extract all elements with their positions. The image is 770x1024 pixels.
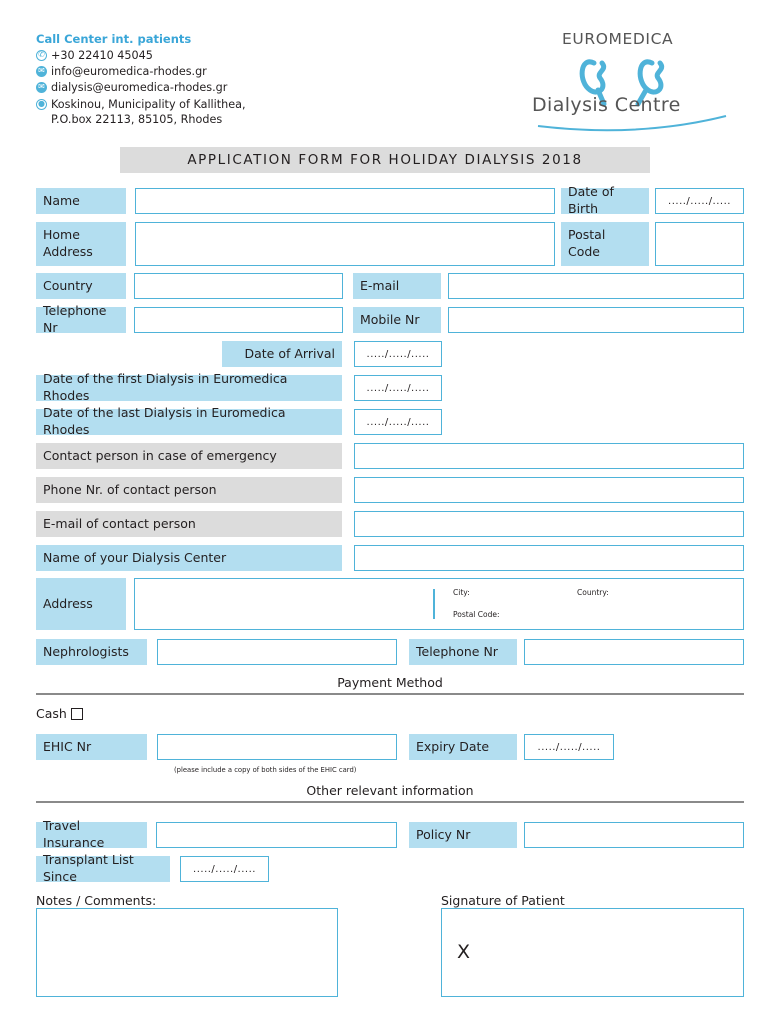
cash-checkbox[interactable] <box>71 708 83 720</box>
label-signature: Signature of Patient <box>441 893 565 908</box>
signature-mark: X <box>457 941 471 963</box>
label-first-dialysis: Date of the first Dialysis in Euromedica Rhodes <box>36 375 342 401</box>
label-name: Name <box>36 188 126 214</box>
label-contact-phone: Phone Nr. of contact person <box>36 477 342 503</box>
location-pin-icon: ● <box>36 99 47 110</box>
logo-subtitle: Dialysis Centre <box>532 94 681 116</box>
logo-title: EUROMEDICA <box>562 30 674 48</box>
label-travel-insurance: Travel Insurance <box>36 822 147 848</box>
ehic-field[interactable] <box>157 734 397 760</box>
email-field[interactable] <box>448 273 744 299</box>
label-country: Country <box>36 273 126 299</box>
address-line2: P.O.box 22113, 85105, Rhodes <box>51 113 223 126</box>
label-policy: Policy Nr <box>409 822 517 848</box>
last-dialysis-date-field[interactable]: ...../...../..... <box>354 409 442 435</box>
address-line1: Koskinou, Municipality of Kallithea, <box>51 97 246 111</box>
logo <box>528 30 734 134</box>
form-title: APPLICATION FORM FOR HOLIDAY DIALYSIS 2018 <box>120 147 650 173</box>
dialysis-center-field[interactable] <box>354 545 744 571</box>
label-mobile: Mobile Nr <box>353 307 441 333</box>
section-other-info: Other relevant information <box>306 783 474 798</box>
ehic-note: (please include a copy of both sides of the EHIC card) <box>174 766 357 774</box>
label-dob: Date of Birth <box>561 188 649 214</box>
label-contact-email: E-mail of contact person <box>36 511 342 537</box>
label-telephone: Telephone Nr <box>36 307 126 333</box>
label-address: Address <box>36 578 126 630</box>
name-field[interactable] <box>135 188 555 214</box>
label-home-address-2: Address <box>43 244 93 259</box>
policy-field[interactable] <box>524 822 744 848</box>
email-icon: ✉ <box>36 66 47 77</box>
email-info-row <box>36 63 336 79</box>
section-divider <box>36 693 744 695</box>
label-last-dialysis: Date of the last Dialysis in Euromedica Rhodes <box>36 409 342 435</box>
signature-field[interactable] <box>441 908 744 997</box>
email-dialysis-row <box>36 79 336 95</box>
label-center-postal: Postal Code: <box>453 610 500 619</box>
label-postal-code-2: Code <box>568 244 601 259</box>
contact-phone-field[interactable] <box>354 477 744 503</box>
label-postal-code-1: Postal <box>568 227 606 243</box>
label-ehic: EHIC Nr <box>36 734 147 760</box>
postal-code-field[interactable] <box>655 222 744 266</box>
label-arrival: Date of Arrival <box>222 341 342 367</box>
home-address-field[interactable] <box>135 222 555 266</box>
expiry-date-field[interactable]: ...../...../..... <box>524 734 614 760</box>
contact-email-field[interactable] <box>354 511 744 537</box>
email-dialysis-link[interactable]: dialysis@euromedica-rhodes.gr <box>51 80 228 94</box>
telephone-field[interactable] <box>134 307 343 333</box>
label-cash: Cash <box>36 706 67 721</box>
emergency-contact-field[interactable] <box>354 443 744 469</box>
mobile-field[interactable] <box>448 307 744 333</box>
label-dialysis-center: Name of your Dialysis Center <box>36 545 342 571</box>
country-field[interactable] <box>134 273 343 299</box>
nephrologists-field[interactable] <box>157 639 397 665</box>
arrival-date-field[interactable]: ...../...../..... <box>354 341 442 367</box>
label-postal-code <box>561 222 649 266</box>
address-row <box>36 96 336 112</box>
email-info-link[interactable]: info@euromedica-rhodes.gr <box>51 64 207 78</box>
cash-option[interactable] <box>36 706 83 721</box>
label-transplant: Transplant List Since <box>36 856 170 882</box>
label-home-address <box>36 222 126 266</box>
phone-icon: ✆ <box>36 50 47 61</box>
phone-number[interactable]: +30 22410 45045 <box>51 48 153 62</box>
contact-block <box>36 31 336 128</box>
label-city: City: <box>453 588 470 597</box>
email-icon: ✉ <box>36 82 47 93</box>
transplant-date-field[interactable]: ...../...../..... <box>180 856 269 882</box>
travel-insurance-field[interactable] <box>156 822 397 848</box>
first-dialysis-date-field[interactable]: ...../...../..... <box>354 375 442 401</box>
label-email: E-mail <box>353 273 441 299</box>
section-payment-method: Payment Method <box>337 675 443 690</box>
phone-row <box>36 47 336 63</box>
label-emergency-contact: Contact person in case of emergency <box>36 443 342 469</box>
label-notes: Notes / Comments: <box>36 893 157 908</box>
label-neph-telephone: Telephone Nr <box>409 639 517 665</box>
neph-telephone-field[interactable] <box>524 639 744 665</box>
label-home-address-1: Home <box>43 227 80 243</box>
notes-field[interactable] <box>36 908 338 997</box>
label-expiry: Expiry Date <box>409 734 517 760</box>
label-center-country: Country: <box>577 588 609 597</box>
dob-field[interactable]: ...../...../..... <box>655 188 744 214</box>
address-divider <box>433 589 435 619</box>
label-nephrologists: Nephrologists <box>36 639 147 665</box>
section-divider <box>36 801 744 803</box>
center-address-field[interactable] <box>134 578 744 630</box>
kidney-icon <box>528 30 734 134</box>
call-center-title: Call Center int. patients <box>36 32 192 46</box>
